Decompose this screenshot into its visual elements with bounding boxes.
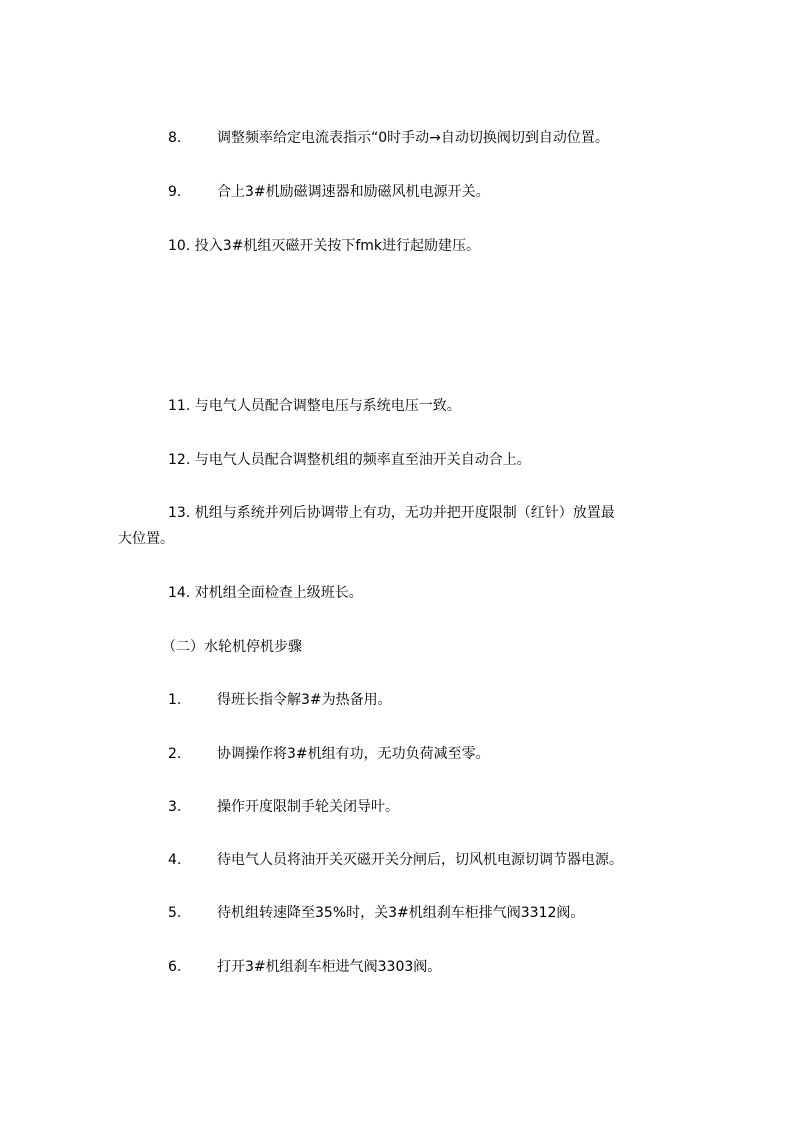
item-text: 打开3#机组刹车柜进气阀3303阀。 <box>217 959 442 975</box>
item-text: 待机组转速降至35%时，关3#机组刹车柜排气阀3312阀。 <box>217 905 585 921</box>
item-number: 6. <box>168 959 182 975</box>
item-number: 1. <box>168 692 182 708</box>
item-number: 8. <box>168 130 182 146</box>
item-text: 调整频率给定电流表指示“0时手动→自动切换阀切到自动位置。 <box>217 130 609 146</box>
item-number: 9. <box>168 184 182 200</box>
item-text: 得班长指令解3#为热备用。 <box>217 692 392 708</box>
section-heading-text: （二）水轮机停机步骤 <box>162 639 302 655</box>
item-text: 协调操作将3#机组有功，无功负荷减至零。 <box>217 746 490 762</box>
item-text: 12. 与电气人员配合调整机组的频率直至油开关自动合上。 <box>168 452 531 468</box>
item-number: 5. <box>168 905 182 921</box>
item-number: 3. <box>168 799 182 815</box>
item-text: 待电气人员将油开关灭磁开关分闸后，切风机电源切调节器电源。 <box>217 852 623 868</box>
item-text: 14. 对机组全面检查上级班长。 <box>168 585 363 601</box>
item-text: 操作开度限制手轮关闭导叶。 <box>217 799 399 815</box>
item-text-line2: 大位置。 <box>118 531 174 547</box>
item-text: 合上3#机励磁调速器和励磁风机电源开关。 <box>217 184 490 200</box>
item-text: 10. 投入3#机组灭磁开关按下fmk进行起励建压。 <box>168 238 481 254</box>
item-text: 11. 与电气人员配合调整电压与系统电压一致。 <box>168 398 461 414</box>
item-number: 4. <box>168 852 182 868</box>
item-text-line1: 13. 机组与系统并列后协调带上有功，无功并把开度限制（红针）放置最 <box>168 505 615 521</box>
item-number: 2. <box>168 746 182 762</box>
